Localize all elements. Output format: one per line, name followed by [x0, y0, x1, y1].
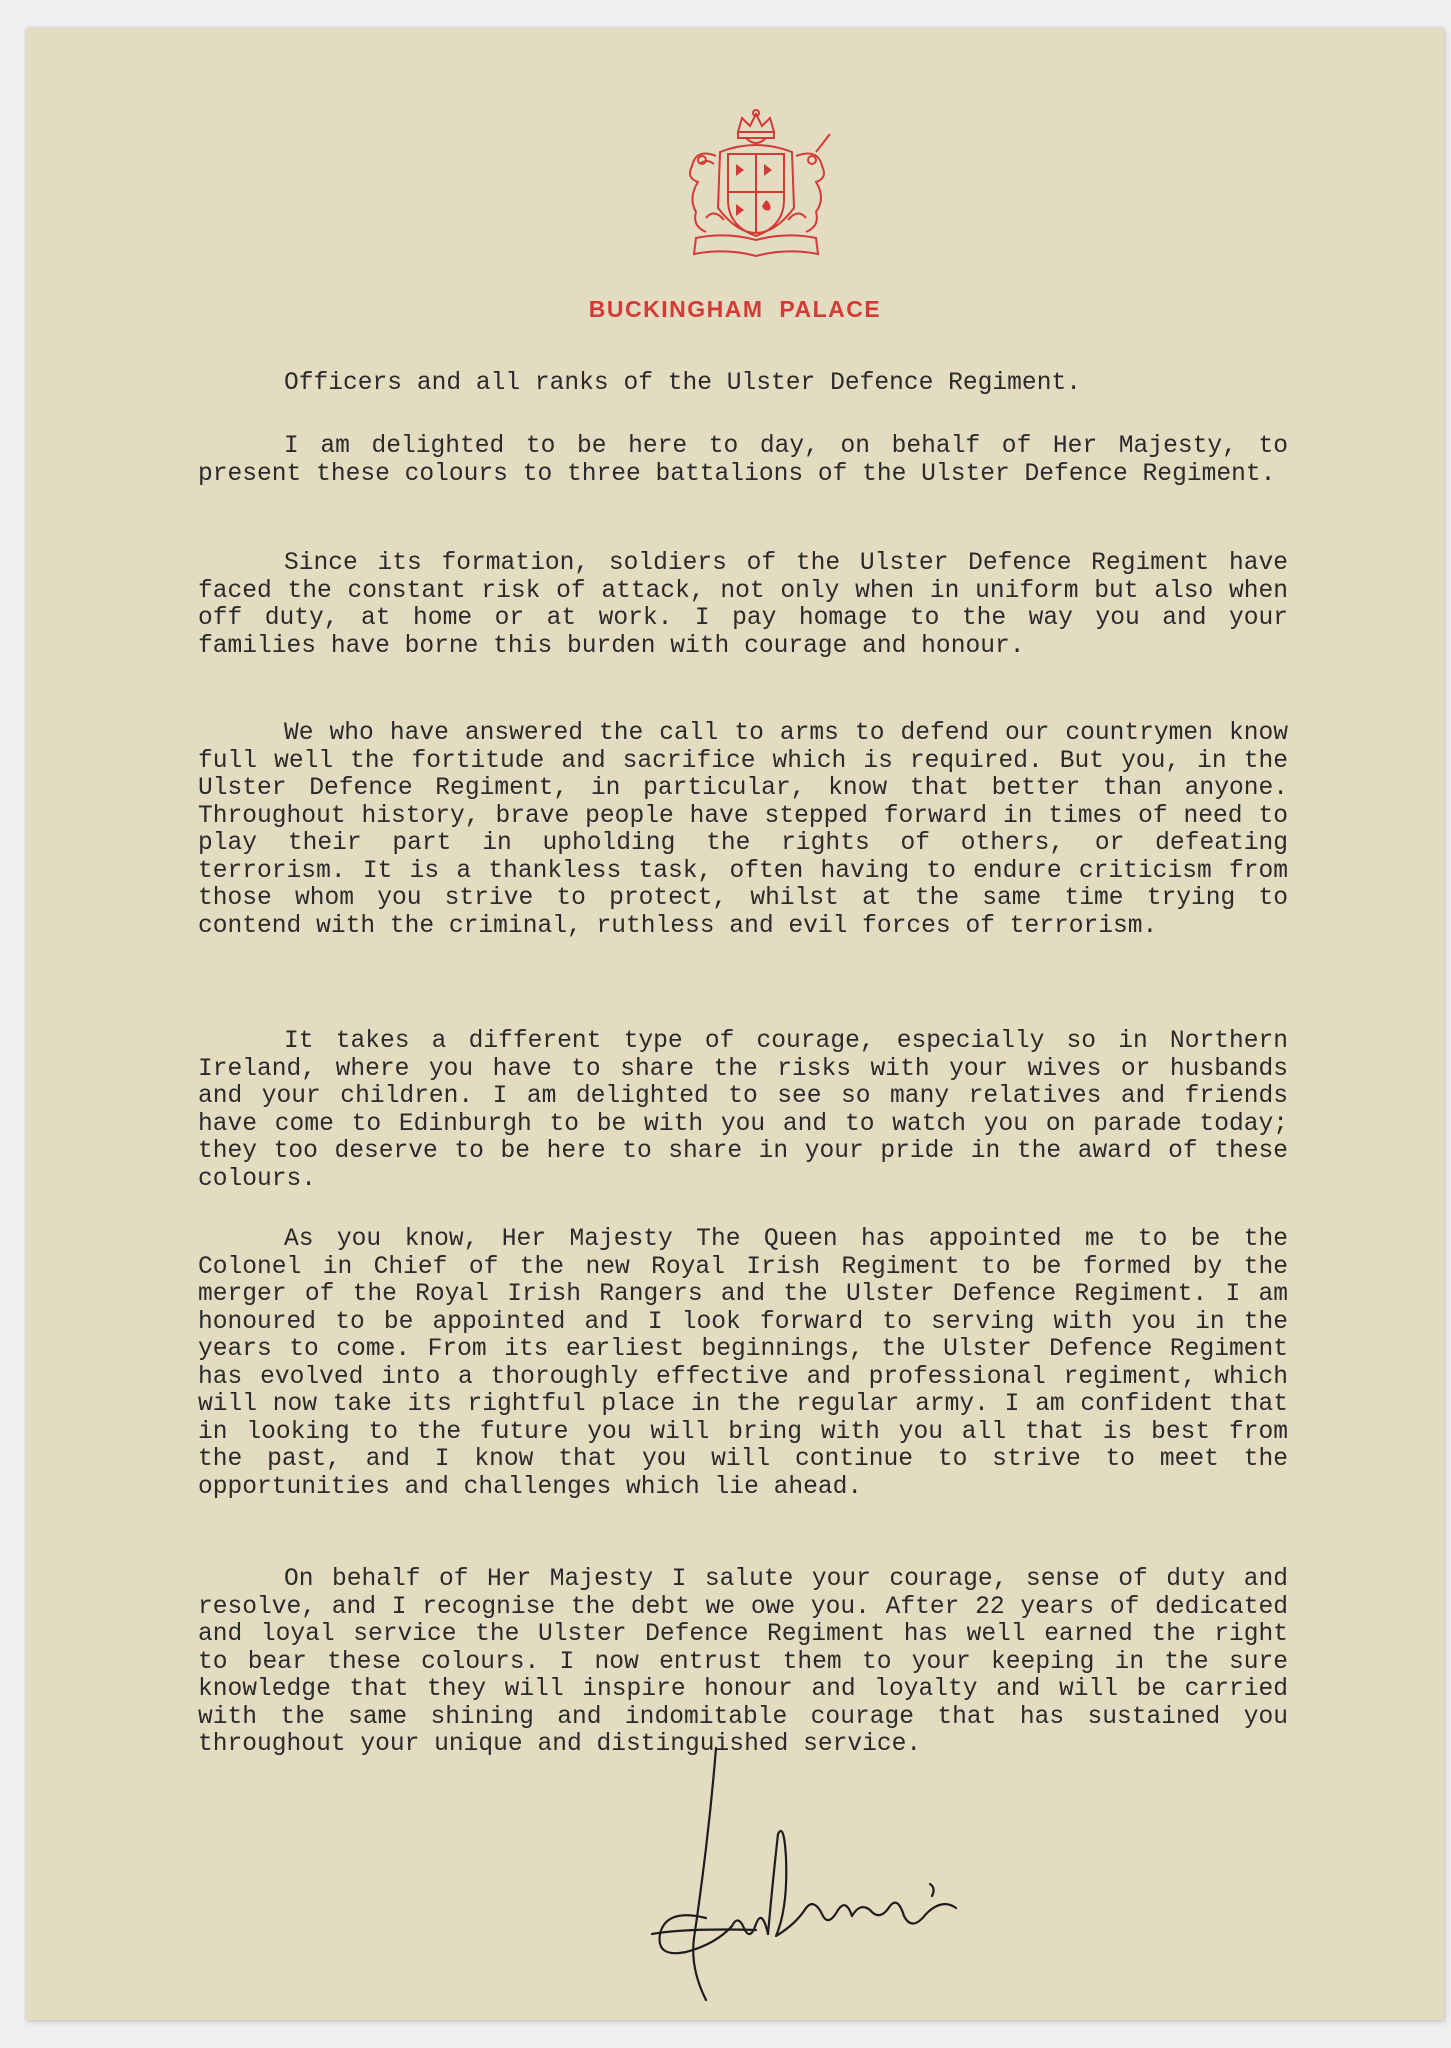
paragraph-1: I am delighted to be here to day, on behalf of Her Majesty, to present these colours to three battalions of the Ulster Defence Regiment. [198, 433, 1288, 488]
handwritten-signature [646, 1738, 1006, 2018]
paragraph-6: On behalf of Her Majesty I salute your courage, sense of duty and resolve, and I recognise the debt we owe you. After 22 years of dedicated and loyal service the Ulster Defence Regiment has well earned the right to bear these colours. I now entrust them to your keeping in the sure knowledge that they will inspire honour and loyalty and will be carried with the same shining and indomitable courage that has sustained you throughout your unique and distinguished service. [198, 1566, 1288, 1758]
paragraph-2: Since its formation, soldiers of the Ulster Defence Regiment have faced the constant risk of attack, not only when in uniform but also when off duty, at home or at work. I pay homage to the way you and your families have borne this burden with courage and honour. [198, 550, 1288, 660]
paragraph-3: We who have answered the call to arms to defend our countrymen know full well the fortitude and sacrifice which is required. But you, in the Ulster Defence Regiment, in particular, know that better than anyone. Throughout history, brave people have stepped forward in times of need to play their part in upholding the rights of others, or defeating terrorism. It is a thankless task, often having to endure criticism from those whom you strive to protect, whilst at the same time trying to contend with the criminal, ruthless and evil forces of terrorism. [198, 720, 1288, 940]
royal-coat-of-arms-icon [666, 108, 846, 268]
letter-sheet [26, 28, 1444, 2020]
letterhead-address: BUCKINGHAM PALACE [588, 296, 882, 322]
salutation: Officers and all ranks of the Ulster Defence Regiment. [284, 370, 1081, 397]
paragraph-4: It takes a different type of courage, especially so in Northern Ireland, where you have to share the risks with your wives or husbands and your children. I am delighted to see so many relatives and friends have come to Edinburgh to be with you and to watch you on parade today; they too deserve to be here to share in your pride in the award of these colours. [198, 1028, 1288, 1193]
paragraph-5: As you know, Her Majesty The Queen has appointed me to be the Colonel in Chief of the new Royal Irish Regiment to be formed by the merger of the Royal Irish Rangers and the Ulster Defence Regiment. I am honoured to be appointed and I look forward to serving with you in the years to come. From its earliest beginnings, the Ulster Defence Regiment has evolved into a thoroughly effective and professional regiment, which will now take its rightful place in the regular army. I am confident that in looking to the future you will bring with you all that is best from the past, and I know that you will continue to strive to meet the opportunities and challenges which lie ahead. [198, 1226, 1288, 1501]
